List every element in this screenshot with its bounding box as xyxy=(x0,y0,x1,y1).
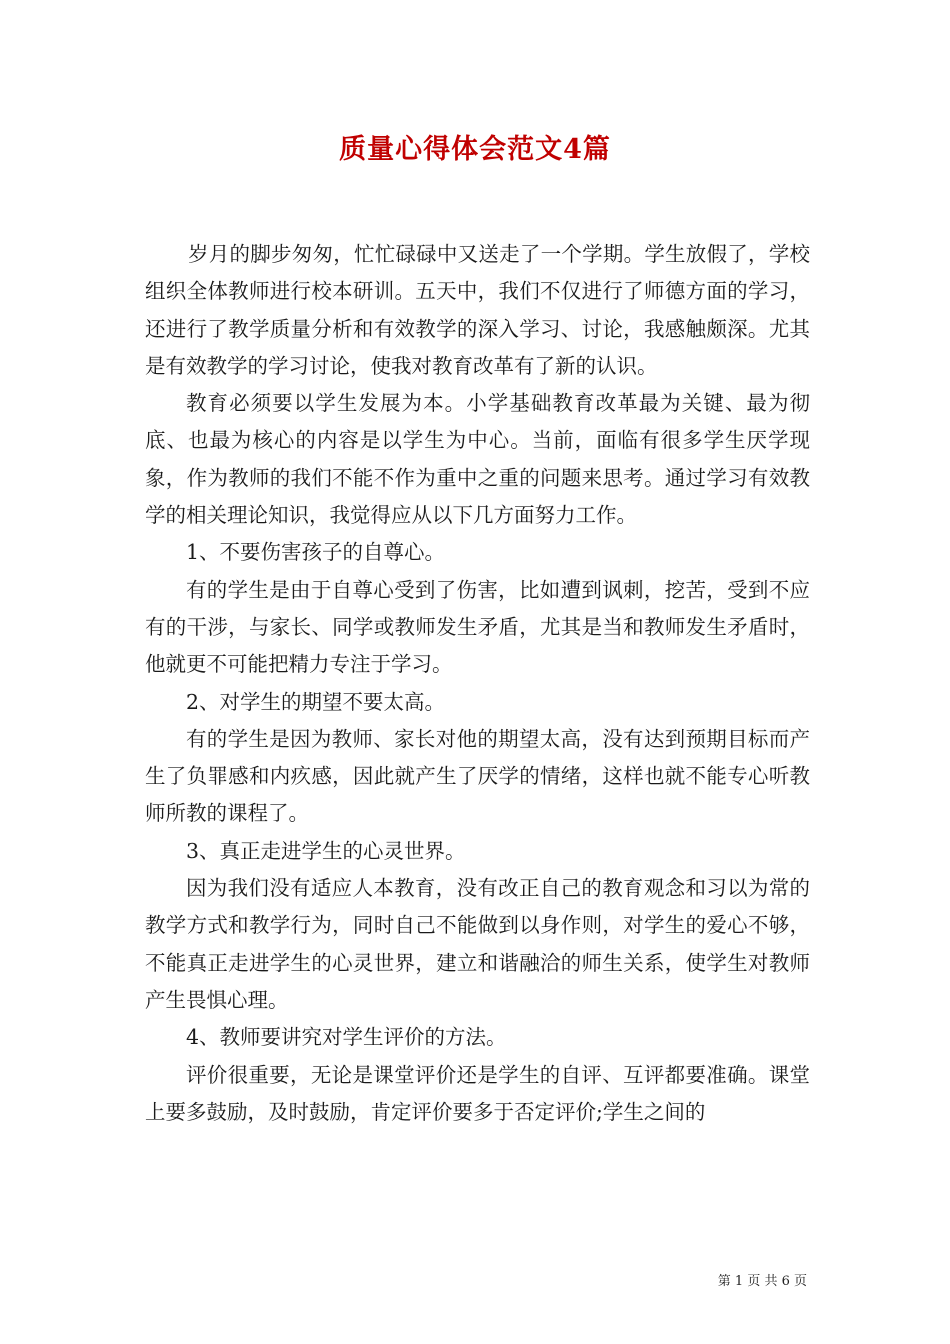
paragraph: 岁月的脚步匆匆，忙忙碌碌中又送走了一个学期。学生放假了，学校组织全体教师进行校本研训。五天中，我们不仅进行了师德方面的学习，还进行了教学质量分析和有效教学的深入学习、讨论，我感触颇深。尤其是有效教学的学习讨论，使我对教育改革有了新的认识。 xyxy=(145,242,810,378)
paragraph: 有的学生是由于自尊心受到了伤害，比如遭到讽刺，挖苦，受到不应有的干涉，与家长、同学或教师发生矛盾，尤其是当和教师发生矛盾时，他就更不可能把精力专注于学习。 xyxy=(145,577,810,677)
document-title: 质量心得体会范文4篇 xyxy=(339,134,611,165)
paragraph: 评价很重要，无论是课堂评价还是学生的自评、互评都要准确。课堂上要多鼓励，及时鼓励，肯定评价要多于否定评价;学生之间的 xyxy=(145,1062,810,1124)
page-number-footer: 第 1 页 共 6 页 xyxy=(717,1274,807,1289)
document-body xyxy=(145,236,810,1131)
section-heading: 3、真正走进学生的心灵世界。 xyxy=(186,838,466,863)
paragraph: 有的学生是因为教师、家长对他的期望太高，没有达到预期目标而产生了负罪感和内疚感，因此就产生了厌学的情绪，这样也就不能专心听教师所教的课程了。 xyxy=(145,726,810,826)
section-heading: 1、不要伤害孩子的自尊心。 xyxy=(186,540,446,565)
paragraph: 教育必须要以学生发展为本。小学基础教育改革最为关键、最为彻底、也最为核心的内容是以学生为中心。当前，面临有很多学生厌学现象，作为教师的我们不能不作为重中之重的问题来思考。通过学习有效教学的相关理论知识，我觉得应从以下几方面努力工作。 xyxy=(145,391,810,528)
section-heading: 2、对学生的期望不要太高。 xyxy=(186,689,446,714)
section-heading: 4、教师要讲究对学生评价的方法。 xyxy=(186,1025,507,1050)
paragraph: 因为我们没有适应人本教育，没有改正自己的教育观念和习以为常的教学方式和教学行为，同时自己不能做到以身作则，对学生的爱心不够，不能真正走进学生的心灵世界，建立和谐融洽的师生关系，使学生对教师产生畏惧心理。 xyxy=(145,876,810,1012)
